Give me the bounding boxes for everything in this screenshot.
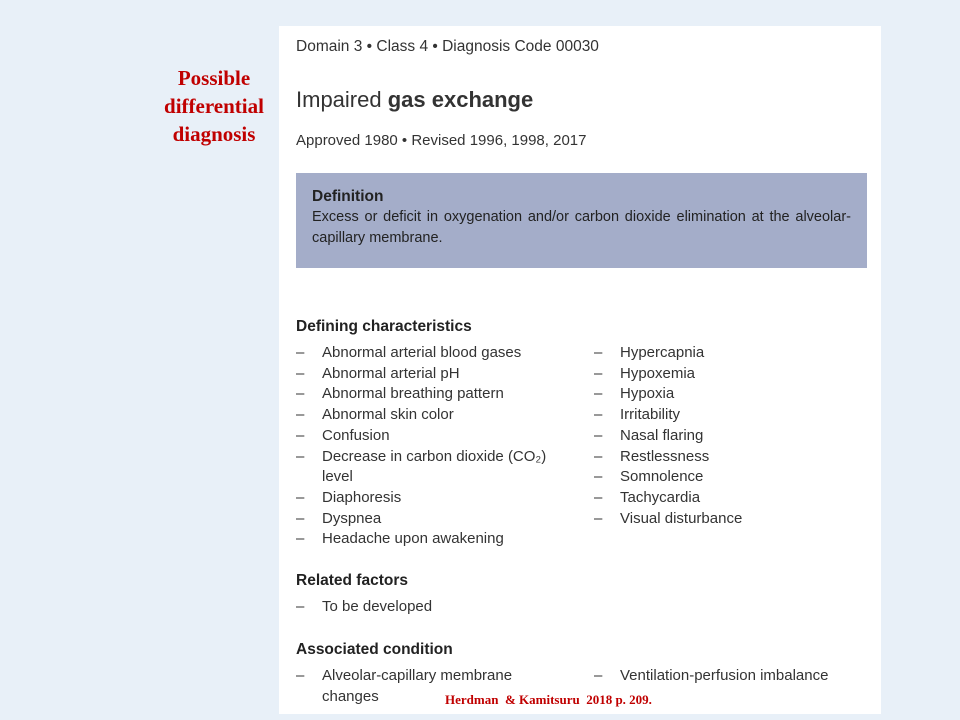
diagnosis-meta: Domain 3 • Class 4 • Diagnosis Code 00030 xyxy=(296,38,599,55)
definition-text: Excess or deficit in oxygenation and/or carbon dioxide elimination at the alveolar-capillary membrane. xyxy=(312,209,851,246)
list-item: – To be developed xyxy=(296,597,566,618)
list-item: – Alveolar-capillary membrane changes xyxy=(296,666,546,707)
side-title-line: diagnosis xyxy=(172,122,256,146)
list-item: – Hypoxia xyxy=(594,384,864,405)
defining-characteristics-heading: Defining characteristics xyxy=(296,318,472,335)
list-item: – Abnormal breathing pattern xyxy=(296,384,566,405)
approval-line: Approved 1980 • Revised 1996, 1998, 2017 xyxy=(296,132,587,149)
list-item: – Abnormal arterial pH xyxy=(296,364,566,385)
list-item: – Confusion xyxy=(296,426,566,447)
list-item: – Ventilation-perfusion imbalance xyxy=(594,666,874,687)
side-title-line: Possible xyxy=(177,66,251,90)
list-item: – Diaphoresis xyxy=(296,488,566,509)
list-item: – Decrease in carbon dioxide (CO₂) level xyxy=(296,447,566,488)
definition-heading: Definition xyxy=(312,188,384,205)
associated-condition-heading: Associated condition xyxy=(296,641,453,658)
related-factors-list xyxy=(296,597,566,618)
list-item: – Tachycardia xyxy=(594,488,864,509)
title-bold: gas exchange xyxy=(387,87,534,112)
list-item: – Somnolence xyxy=(594,467,864,488)
side-title xyxy=(150,64,278,148)
list-item: – Headache upon awakening xyxy=(296,529,566,550)
diagnosis-title xyxy=(296,87,533,113)
diagnosis-page xyxy=(279,26,881,714)
defining-characteristics-right xyxy=(594,343,864,529)
list-item: – Hypoxemia xyxy=(594,364,864,385)
list-item: – Visual disturbance xyxy=(594,509,864,530)
list-item: – Irritability xyxy=(594,405,864,426)
list-item: – Nasal flaring xyxy=(594,426,864,447)
list-item: – Abnormal skin color xyxy=(296,405,566,426)
list-item: – Abnormal arterial blood gases xyxy=(296,343,566,364)
citation: Herdman & Kamitsuru 2018 p. 209. xyxy=(445,692,652,707)
title-normal: Impaired xyxy=(296,87,388,112)
list-item: – Dyspnea xyxy=(296,509,566,530)
list-item: – Hypercapnia xyxy=(594,343,864,364)
related-factors-heading: Related factors xyxy=(296,572,408,589)
defining-characteristics-left xyxy=(296,343,566,550)
associated-condition-right xyxy=(594,666,874,687)
list-item: – Restlessness xyxy=(594,447,864,468)
side-title-line: differential xyxy=(164,94,264,118)
definition-box xyxy=(296,173,867,268)
